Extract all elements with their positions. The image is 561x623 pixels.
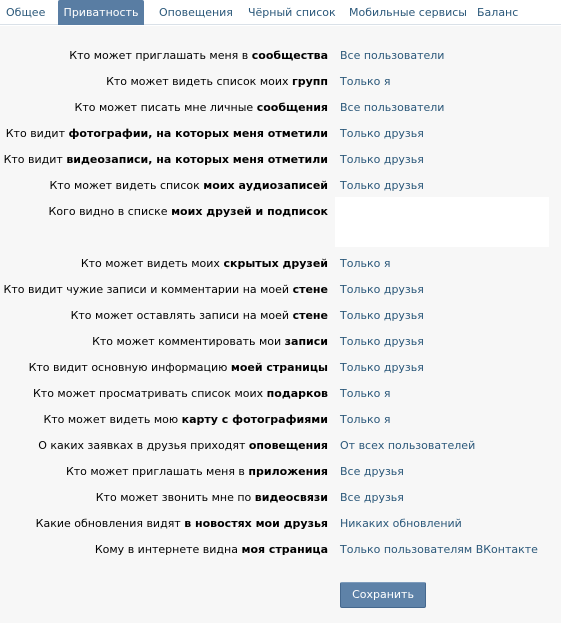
setting-row [0,463,561,481]
setting-value-link[interactable]: Только друзья [340,283,424,296]
privacy-settings-panel [0,26,561,623]
setting-label [38,437,328,455]
setting-value-link[interactable]: Только друзья [340,179,424,192]
setting-value-link[interactable]: От всех пользователей [340,439,476,452]
setting-label-bold: видеозаписи, на которых меня отметили [66,153,328,166]
setting-value-link[interactable]: Только друзья [340,361,424,374]
setting-row [0,489,561,507]
tab-balance[interactable]: Баланс [477,6,519,19]
setting-label [29,359,328,377]
setting-label [66,463,328,481]
setting-label-bold: моих друзей и подписок [171,205,328,218]
setting-label-bold: видеосвязи [254,491,328,504]
setting-row [0,99,561,117]
setting-label-bold: стене [292,309,328,322]
setting-label-text: Кто может звонить мне по [95,491,255,504]
setting-value-link[interactable]: Все друзья [340,465,404,478]
tab-notifications[interactable]: Оповещения [159,6,233,19]
setting-label-bold: моих аудиозаписей [203,179,328,192]
setting-value-link[interactable]: Все друзья [340,491,404,504]
setting-label-text: Кто видит [3,153,67,166]
setting-row [0,333,561,351]
setting-value-link[interactable]: Только я [340,257,391,270]
setting-row [0,73,561,91]
setting-label [71,307,328,325]
setting-label-text: Кто может оставлять записи на моей [70,309,293,322]
setting-label-bold: подарков [266,387,328,400]
setting-label-bold: сообщества [251,49,328,62]
setting-label [33,385,328,403]
setting-value-link[interactable]: Только пользователям ВКонтакте [340,543,538,556]
setting-label-bold: сообщения [256,101,328,114]
setting-value-link[interactable]: Только друзья [340,309,424,322]
setting-label-text: Кто может приглашать меня в [69,49,252,62]
setting-label [6,125,328,143]
setting-row [0,359,561,377]
setting-row [0,151,561,169]
setting-label [69,47,328,65]
setting-label-bold: стене [292,283,328,296]
setting-row [0,203,561,221]
setting-label [95,541,328,559]
setting-label [4,151,328,169]
tab-blacklist[interactable]: Чёрный список [248,6,336,19]
setting-label-bold: приложения [248,465,328,478]
setting-row [0,515,561,533]
setting-label-text: Кто может видеть список моих [106,75,292,88]
setting-label-text: Кто может просматривать список моих [32,387,267,400]
setting-label-bold: моей страницы [230,361,328,374]
setting-label-bold: записи [284,335,328,348]
setting-label [75,99,328,117]
setting-value-link[interactable]: Все пользователи [340,101,445,114]
setting-label [96,489,328,507]
tab-privacy[interactable]: Приватность [58,0,144,25]
setting-label-text: Кто видит основную информацию [28,361,231,374]
setting-row [0,255,561,273]
setting-value-link[interactable]: Только друзья [340,153,424,166]
setting-label-text: Кто может писать мне личные [74,101,257,114]
setting-label-text: Кто может видеть список [49,179,204,192]
setting-row [0,307,561,325]
setting-value-link[interactable]: Никаких обновлений [340,517,462,530]
setting-label-text: Кто может приглашать меня в [65,465,249,478]
setting-row [0,541,561,559]
setting-row [0,47,561,65]
setting-value-link[interactable]: Только я [340,387,391,400]
setting-row [0,411,561,429]
setting-label-bold: моя страница [241,543,328,556]
setting-label-bold: групп [292,75,328,88]
setting-label-bold: карту с фотографиями [181,413,328,426]
setting-label-text: Кому в интернете видна [94,543,242,556]
setting-label-text: Кто видит чужие записи и комментарии на моей [3,283,293,296]
setting-label-text: Кто видит [5,127,69,140]
setting-row [0,437,561,455]
setting-row [0,281,561,299]
setting-label [43,411,328,429]
setting-label-text: Кто может видеть мою [43,413,182,426]
setting-value-link[interactable]: Только друзья [340,335,424,348]
setting-label-text: Какие обновления видят [35,517,185,530]
setting-label-bold: оповещения [248,439,328,452]
setting-label-text: Кого видно в списке [48,205,172,218]
setting-row [0,177,561,195]
save-button[interactable]: Сохранить [340,582,426,608]
setting-value-link[interactable]: Только я [340,75,391,88]
tab-mobile-services[interactable]: Мобильные сервисы [349,6,467,19]
setting-label-bold: скрытых друзей [223,257,328,270]
tab-general[interactable]: Общее [6,6,46,19]
setting-label-text: Кто может видеть моих [80,257,224,270]
setting-row [0,385,561,403]
setting-label [50,177,329,195]
setting-label [81,255,328,273]
setting-value-link[interactable]: Только я [340,413,391,426]
setting-label-bold: в новостях мои друзья [184,517,328,530]
setting-label-text: О каких заявках в друзья приходят [38,439,249,452]
setting-label [36,515,328,533]
setting-row [0,125,561,143]
setting-label-bold: фотографии, на которых меня отметили [68,127,328,140]
setting-label [106,73,328,91]
setting-label [92,333,328,351]
setting-label-text: Кто может комментировать мои [92,335,285,348]
setting-value-link[interactable]: Только друзья [340,127,424,140]
setting-label [4,281,328,299]
settings-tabs [0,0,561,25]
setting-label [49,203,328,221]
setting-value-link[interactable]: Все пользователи [340,49,445,62]
